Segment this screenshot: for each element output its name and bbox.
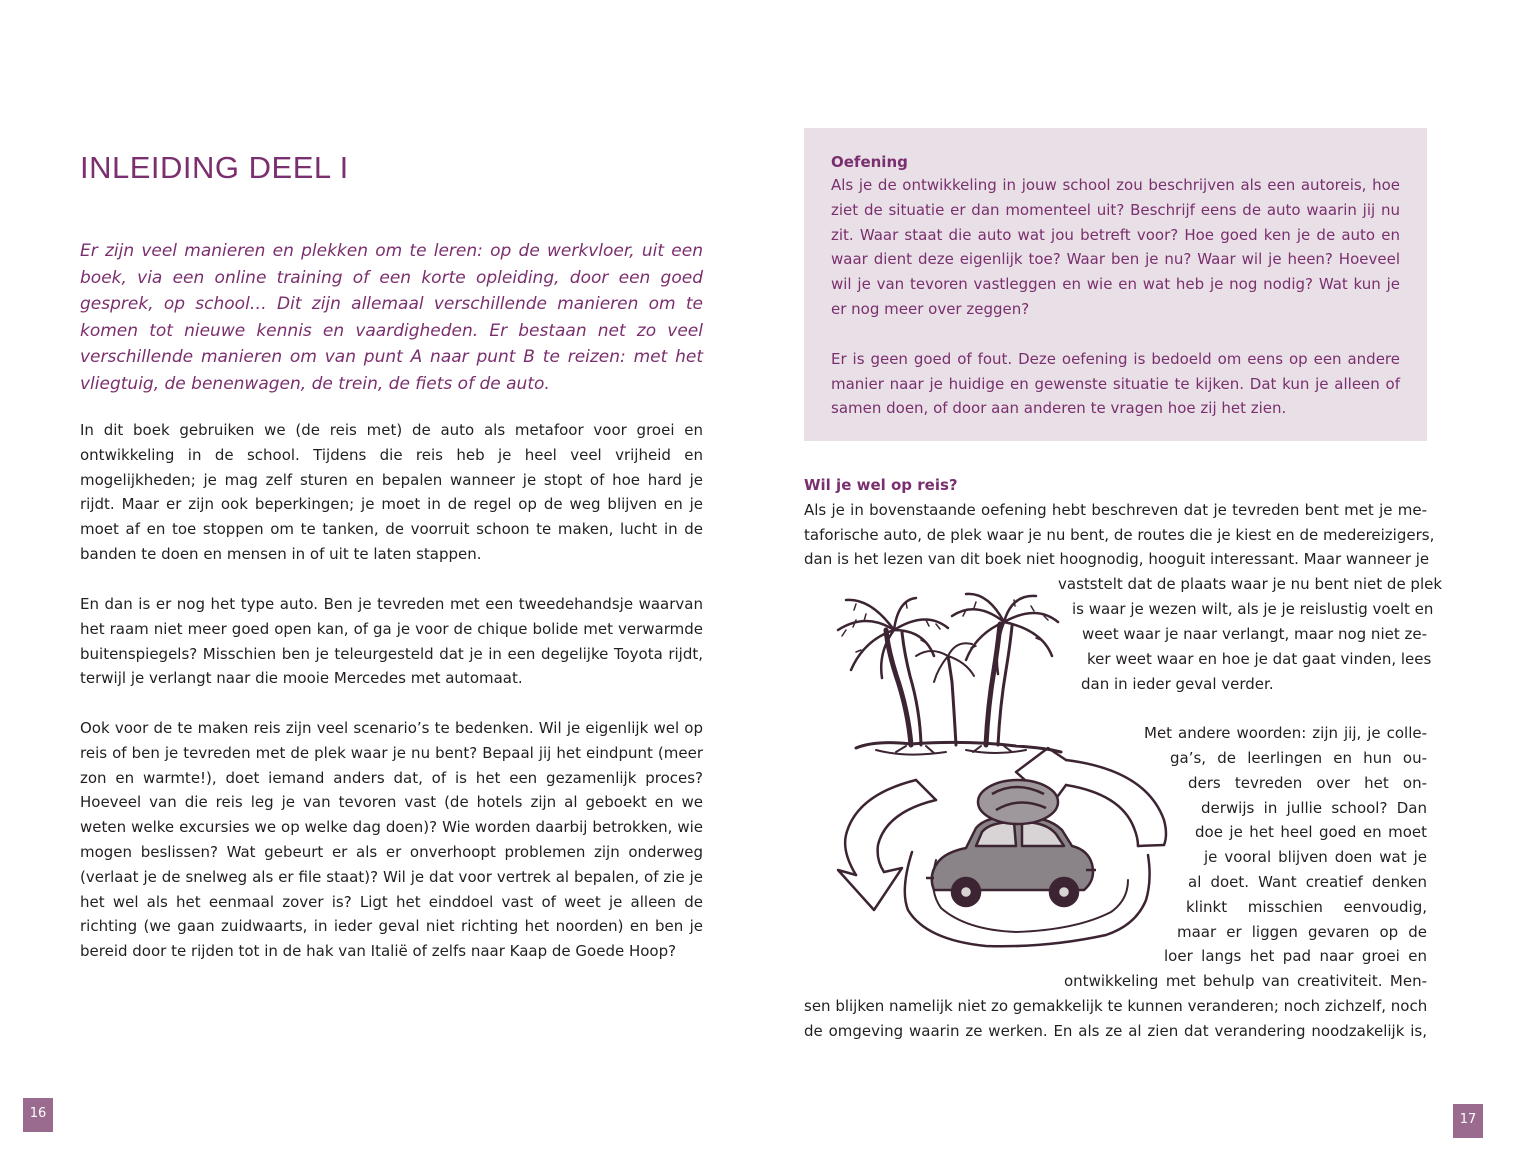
page-number-right: 17 bbox=[1453, 1104, 1483, 1138]
body-paragraph-2: En dan is er nog het type auto. Ben je tevreden met een tweedehandsje waarvan het raam niet meer goed open kan, of ga je voor de chique bolide met verwarmde buitenspiegels? Misschien ben je teleurgesteld dat je in een degelijke Toyota rijdt, terwijl je verlangt naar die mooie Mercedes met automaat. bbox=[80, 595, 703, 688]
section-title: Wil je wel op reis? bbox=[804, 476, 958, 494]
exercise-text-1: Als je de ontwikkeling in jouw school zou beschrijven als een autoreis, hoe ziet de situatie er dan momenteel uit? Beschrijf eens de auto waarin jij nu zit. Waar staat die auto wat jou betreft voor? Hoe goed ken je de auto en waar dient deze eigenlijk toe? Waar ben je nu? Waar wil je heen? Hoeveel wil je van tevoren vastleggen en wie en wat heb je nog nodig? Wat kun je er nog meer over zeggen? bbox=[831, 176, 1400, 318]
page-number-left: 16 bbox=[23, 1098, 53, 1132]
exercise-title: Oefening bbox=[831, 153, 908, 171]
text-line: ga’s, de leerlingen en hun ou- bbox=[1170, 749, 1427, 767]
text-line: klinkt misschien eenvoudig, bbox=[1186, 898, 1427, 916]
right-page bbox=[763, 0, 1526, 1162]
exercise-box bbox=[804, 128, 1427, 441]
text-line: ontwikkeling met behulp van creativiteit. Men- bbox=[1064, 972, 1427, 990]
text-line: vaststelt dat de plaats waar je nu bent niet de plek bbox=[1058, 575, 1443, 593]
text-line: derwijs in jullie school? Dan bbox=[1201, 799, 1427, 817]
text-line: dan is het lezen van dit boek niet hoognodig, hooguit interessant. Maar wanneer je bbox=[804, 550, 1430, 568]
text-line: loer langs het pad naar groei en bbox=[1164, 947, 1427, 965]
text-line: ders tevreden over het on- bbox=[1188, 774, 1427, 792]
text-line: je vooral blijven doen wat je bbox=[1204, 848, 1427, 866]
exercise-text-2: Er is geen goed of fout. Deze oefening is bedoeld om eens op een andere manier naar je huidige en gewenste situatie te kijken. Dat kun je alleen of samen doen, of door aan anderen te vragen hoe zij het zien. bbox=[831, 349, 1400, 418]
text-line: doe je het heel goed en moet bbox=[1195, 823, 1427, 841]
text-line: Als je in bovenstaande oefening hebt beschreven dat je tevreden bent met je me- bbox=[804, 501, 1427, 519]
intro-paragraph: Er zijn veel manieren en plekken om te leren: op de werkvloer, uit een boek, via een online training of een korte opleiding, door een goed gesprek, op school… Dit zijn allemaal verschillende manieren om te komen tot nieuwe kennis en vaardigheden. Er bestaan net zo veel verschillende manieren om van punt A naar punt B te reizen: met het vliegtuig, de benenwagen, de trein, de fiets of de auto. bbox=[80, 241, 703, 394]
palm-trees-car-sketch-icon bbox=[816, 590, 1226, 955]
text-line: de omgeving waarin ze werken. En als ze al zien dat verandering noodzakelijk is, bbox=[804, 1022, 1427, 1040]
text-line: maar er liggen gevaren op de bbox=[1177, 923, 1427, 941]
text-line: al doet. Want creatief denken bbox=[1188, 873, 1427, 891]
text-line: sen blijken namelijk niet zo gemakkelijk te kunnen veranderen; noch zichzelf, noch bbox=[804, 997, 1428, 1015]
text-line: ker weet waar en hoe je dat gaat vinden, lees bbox=[1087, 650, 1432, 668]
text-line: Met andere woorden: zijn jij, je colle- bbox=[1144, 724, 1427, 742]
text-line: dan in ieder geval verder. bbox=[1081, 675, 1274, 693]
body-paragraph-3: Ook voor de te maken reis zijn veel scenario’s te bedenken. Wil je eigenlijk wel op reis of ben je tevreden met de plek waar je nu bent? Bepaal jij het eindpunt (meer zon en warmte!), doet iemand anders dat, of is het een gezamenlijk proces? Hoeveel van die reis leg je van tevoren vast (de hotels zijn al geboekt en we weten welke excursies we op welke dag doen)? Wie worden daarbij betrokken, wie mogen beslissen? Wat gebeurt er als er onverhoopt problemen zijn onderweg (verlaat je de snelweg als er file staat)? Wil je dat voor vertrek al bepalen, of zie je het wel als het eenmaal zover is? Ligt het einddoel vast of weet je alleen de richting (we gaan zuidwaarts, in ieder geval niet richting het noorden) en ben je bereid door te rijden tot in de hak van Italië of zelfs naar Kaap de Goede Hoop? bbox=[80, 719, 703, 961]
chapter-title: INLEIDING DEEL I bbox=[80, 150, 349, 185]
body-paragraph-1: In dit boek gebruiken we (de reis met) de auto als metafoor voor groei en ontwikkeling in de school. Tijdens die reis heb je heel veel vrijheid en mogelijkheden; je mag zelf sturen en bepalen wanneer je stopt of hoe hard je rijdt. Maar er zijn ook beperkingen; je moet in de regel op de weg blijven en je moet af en toe stoppen om te tanken, de voorruit schoon te maken, lucht in de banden te doen en mensen in of uit te laten stappen. bbox=[80, 421, 703, 563]
text-line: weet waar je naar verlangt, maar nog niet ze- bbox=[1082, 625, 1427, 643]
text-line: taforische auto, de plek waar je nu bent, de routes die je kiest en de medereizigers, bbox=[804, 526, 1435, 544]
text-line: is waar je wezen wilt, als je je reislustig voelt en bbox=[1072, 600, 1434, 618]
